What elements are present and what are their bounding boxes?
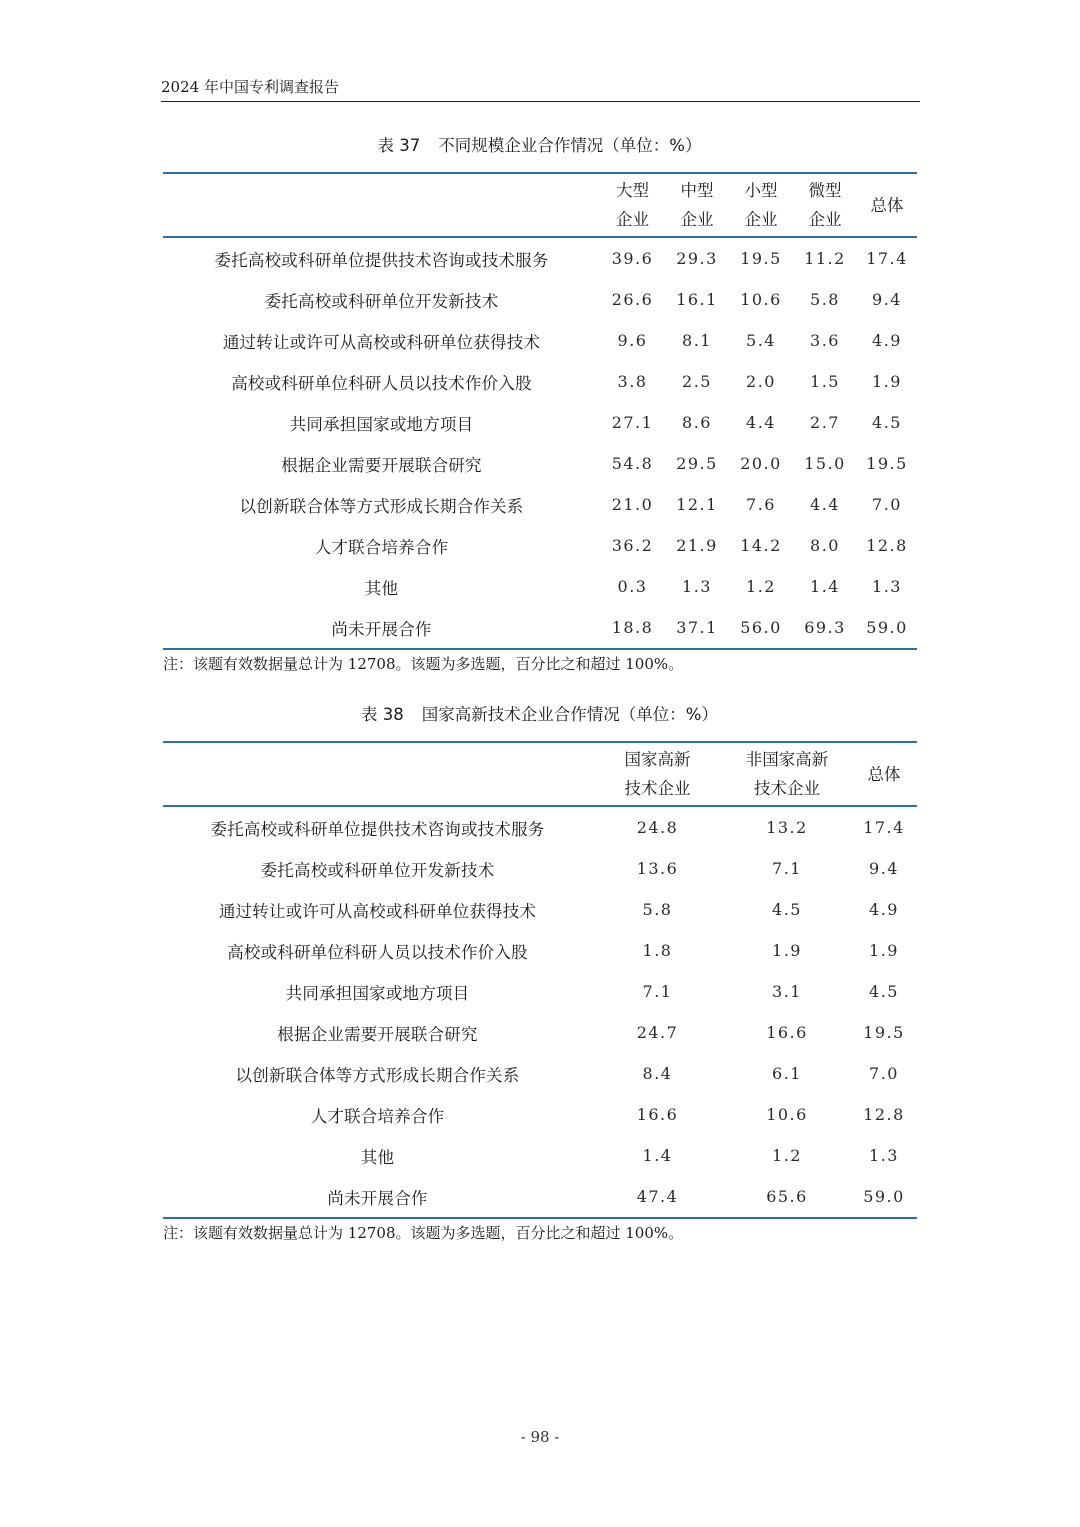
- cell-value: 29.5: [676, 454, 718, 473]
- table-row: [163, 1135, 917, 1176]
- cell-value: 7.1: [642, 982, 673, 1001]
- table-37-col-header: 大型 企业: [600, 173, 665, 237]
- table-row: [163, 1053, 917, 1094]
- table-37-header-blank: [163, 173, 600, 237]
- cell-value: 29.3: [676, 249, 718, 268]
- table-row: [163, 320, 917, 361]
- cell-value: 21.0: [611, 495, 654, 514]
- cell-value: 4.9: [869, 900, 899, 919]
- table-row: [163, 237, 917, 279]
- cell-value: 7.0: [869, 1064, 899, 1083]
- cell-value: 8.0: [810, 536, 840, 555]
- cell-value: 65.6: [723, 1176, 851, 1218]
- cell-value: 10.6: [740, 290, 782, 309]
- table-row: [163, 361, 917, 402]
- table-38-title: 国家高新技术企业合作情况（单位：%）: [421, 705, 718, 724]
- cell-value: 2.7: [810, 413, 840, 432]
- row-label: 其他: [364, 578, 399, 598]
- cell-value: 3.6: [810, 331, 840, 350]
- cell-value: 59.0: [857, 607, 917, 649]
- row-label: 根据企业需要开展联合研究: [281, 455, 482, 475]
- table-37-number: 表 37: [377, 136, 421, 155]
- cell-value: 0.3: [617, 577, 648, 596]
- table-37-note: 注：该题有效数据量总计为 12708。该题为多选题，百分比之和超过 100%。: [163, 655, 684, 673]
- cell-value: 20.0: [740, 454, 782, 473]
- cell-value: 1.4: [642, 1146, 673, 1165]
- cell-value: 4.5: [772, 900, 802, 919]
- cell-value: 12.8: [866, 536, 908, 555]
- table-37-col-header: 总体: [857, 173, 917, 237]
- table-38-header-row: [163, 742, 917, 806]
- table-row: [163, 1094, 917, 1135]
- cell-value: 24.7: [636, 1023, 679, 1042]
- cell-value: 19.5: [863, 1023, 905, 1042]
- cell-value: 1.5: [810, 372, 840, 391]
- table-38-col-header: 非国家高新 技术企业: [723, 742, 851, 806]
- table-row: [163, 848, 917, 889]
- table-row: [163, 566, 917, 607]
- table-37-caption: [161, 134, 918, 158]
- cell-value: 1.8: [642, 941, 673, 960]
- cell-value: 1.3: [869, 1146, 899, 1165]
- row-label: 委托高校或科研单位提供技术咨询或技术服务: [214, 250, 549, 270]
- cell-value: 1.9: [872, 372, 902, 391]
- cell-value: 19.5: [866, 454, 908, 473]
- table-row: [163, 806, 917, 848]
- cell-value: 9.6: [617, 331, 648, 350]
- table-38-caption: [161, 703, 918, 727]
- cell-value: 7.0: [872, 495, 902, 514]
- cell-value: 12.1: [676, 495, 718, 514]
- page-number: - 98 -: [520, 1428, 560, 1446]
- cell-value: 12.8: [863, 1105, 905, 1124]
- cell-value: 4.5: [872, 413, 902, 432]
- running-header: [161, 76, 920, 102]
- cell-value: 5.8: [642, 900, 673, 919]
- table-row: [163, 402, 917, 443]
- cell-value: 39.6: [611, 249, 654, 268]
- running-header-title: 2024 年中国专利调查报告: [161, 78, 339, 96]
- table-38-note: 注：该题有效数据量总计为 12708。该题为多选题，百分比之和超过 100%。: [163, 1224, 684, 1242]
- cell-value: 17.4: [863, 818, 905, 837]
- table-row: [163, 279, 917, 320]
- cell-value: 19.5: [740, 249, 782, 268]
- cell-value: 17.4: [866, 249, 908, 268]
- cell-value: 13.6: [636, 859, 679, 878]
- row-label: 根据企业需要开展联合研究: [277, 1024, 478, 1044]
- row-label: 人才联合培养合作: [310, 1106, 445, 1126]
- table-row: [163, 971, 917, 1012]
- cell-value: 9.4: [869, 859, 899, 878]
- row-label: 通过转让或许可从高校或科研单位获得技术: [218, 901, 537, 921]
- cell-value: 2.0: [746, 372, 776, 391]
- cell-value: 4.4: [746, 413, 776, 432]
- cell-value: 15.0: [804, 454, 846, 473]
- cell-value: 69.3: [793, 607, 857, 649]
- table-37-header-row: [163, 173, 917, 237]
- cell-value: 36.2: [611, 536, 654, 555]
- cell-value: 3.1: [772, 982, 802, 1001]
- row-label: 委托高校或科研单位开发新技术: [264, 291, 499, 311]
- row-label: 以创新联合体等方式形成长期合作关系: [239, 496, 524, 516]
- table-38-col-header: 国家高新 技术企业: [592, 742, 723, 806]
- cell-value: 4.5: [869, 982, 899, 1001]
- cell-value: 1.3: [872, 577, 902, 596]
- row-label: 以创新联合体等方式形成长期合作关系: [235, 1065, 520, 1085]
- table-37-col-header: 微型 企业: [793, 173, 857, 237]
- cell-value: 1.3: [682, 577, 712, 596]
- cell-value: 16.6: [766, 1023, 808, 1042]
- cell-value: 2.5: [682, 372, 712, 391]
- cell-value: 4.4: [810, 495, 840, 514]
- cell-value: 8.6: [682, 413, 712, 432]
- cell-value: 1.2: [772, 1146, 802, 1165]
- table-38-col-header: 总体: [851, 742, 917, 806]
- table-row: [163, 889, 917, 930]
- table-row: [163, 1176, 917, 1218]
- table-37-title: 不同规模企业合作情况（单位：%）: [438, 136, 702, 155]
- cell-value: 9.4: [872, 290, 902, 309]
- table-38-header-blank: [163, 742, 592, 806]
- cell-value: 6.1: [772, 1064, 802, 1083]
- table-row: [163, 525, 917, 566]
- row-label: 高校或科研单位科研人员以技术作价入股: [227, 942, 528, 962]
- table-row: [163, 443, 917, 484]
- cell-value: 8.1: [682, 331, 712, 350]
- cell-value: 59.0: [851, 1176, 917, 1218]
- table-38-number: 表 38: [361, 705, 404, 724]
- cell-value: 10.6: [766, 1105, 808, 1124]
- cell-value: 1.9: [772, 941, 802, 960]
- cell-value: 1.2: [746, 577, 776, 596]
- table-row: [163, 930, 917, 971]
- cell-value: 3.8: [617, 372, 648, 391]
- row-label: 尚未开展合作: [163, 1176, 592, 1218]
- cell-value: 8.4: [642, 1064, 673, 1083]
- cell-value: 27.1: [611, 413, 654, 432]
- table-37-col-header: 小型 企业: [729, 173, 793, 237]
- cell-value: 54.8: [611, 454, 654, 473]
- cell-value: 1.9: [869, 941, 899, 960]
- cell-value: 47.4: [592, 1176, 723, 1218]
- row-label: 共同承担国家或地方项目: [285, 983, 470, 1003]
- cell-value: 5.4: [746, 331, 776, 350]
- table-row: [163, 484, 917, 525]
- cell-value: 7.6: [746, 495, 776, 514]
- row-label: 委托高校或科研单位提供技术咨询或技术服务: [210, 819, 545, 839]
- cell-value: 16.6: [636, 1105, 679, 1124]
- row-label: 尚未开展合作: [163, 607, 600, 649]
- table-37-col-header: 中型 企业: [665, 173, 729, 237]
- table-row: [163, 607, 917, 649]
- table-37: [163, 172, 917, 650]
- row-label: 委托高校或科研单位开发新技术: [260, 860, 495, 880]
- row-label: 人才联合培养合作: [314, 537, 449, 557]
- cell-value: 56.0: [729, 607, 793, 649]
- row-label: 其他: [360, 1147, 395, 1167]
- row-label: 高校或科研单位科研人员以技术作价入股: [231, 373, 532, 393]
- row-label: 通过转让或许可从高校或科研单位获得技术: [222, 332, 541, 352]
- cell-value: 5.8: [810, 290, 840, 309]
- cell-value: 11.2: [804, 249, 846, 268]
- cell-value: 14.2: [740, 536, 782, 555]
- cell-value: 21.9: [676, 536, 718, 555]
- cell-value: 7.1: [772, 859, 802, 878]
- table-row: [163, 1012, 917, 1053]
- cell-value: 18.8: [600, 607, 665, 649]
- cell-value: 13.2: [766, 818, 808, 837]
- cell-value: 1.4: [810, 577, 840, 596]
- cell-value: 37.1: [665, 607, 729, 649]
- row-label: 共同承担国家或地方项目: [289, 414, 474, 434]
- cell-value: 24.8: [636, 818, 679, 837]
- cell-value: 16.1: [676, 290, 718, 309]
- cell-value: 26.6: [611, 290, 654, 309]
- cell-value: 4.9: [872, 331, 902, 350]
- table-38: [163, 741, 917, 1219]
